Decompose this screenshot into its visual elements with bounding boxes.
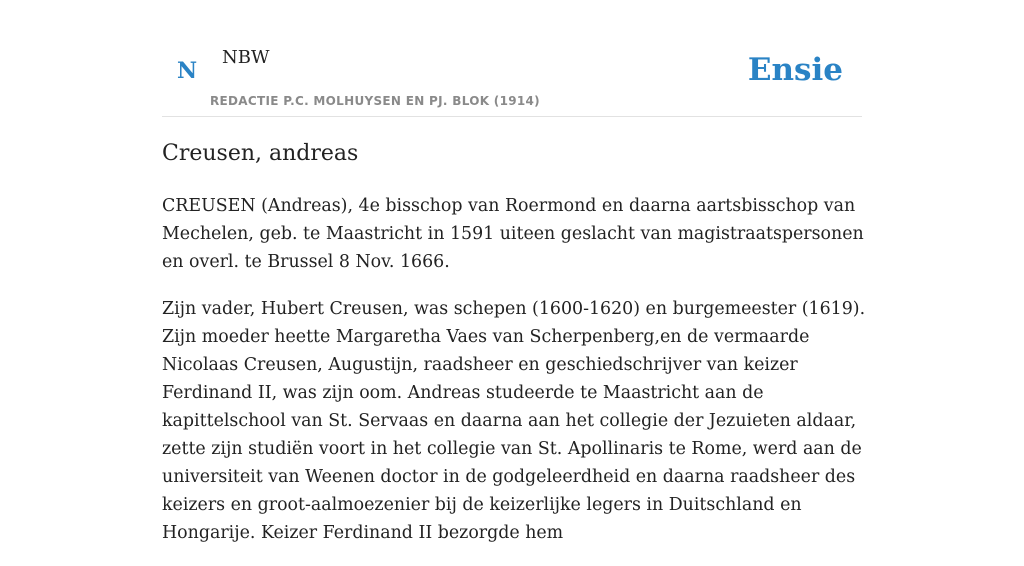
source-title[interactable]: NBW	[222, 47, 270, 68]
article-paragraph: CREUSEN (Andreas), 4e bisschop van Roermond en daarna aartsbisschop van Mechelen, geb. te Maastricht in 1591 uiteen geslacht van magistraatspersonen en overl. te Brussel 8 Nov. 1666.	[162, 196, 864, 272]
brand-logo[interactable]: Ensie	[747, 52, 843, 88]
source-logo[interactable]: N	[177, 58, 198, 84]
article-body	[162, 192, 867, 566]
source-subtitle: REDACTIE P.C. MOLHUYSEN EN PJ. BLOK (1914)	[210, 94, 540, 108]
article-title: Creusen, andreas	[162, 141, 359, 166]
article-paragraph: Zijn vader, Hubert Creusen, was schepen (1600-1620) en burgemeester (1619). Zijn moeder heette Margaretha Vaes van Scherpenberg,en de vermaarde Nicolaas Creusen, Augustijn, raadsheer en geschiedschrijver van keizer Ferdinand II, was zijn oom. Andreas studeerde te Maastricht aan de kapittelschool van St. Servaas en daarna aan het collegie der Jezuieten aldaar, zette zijn studiën voort in het collegie van St. Apollinaris te Rome, werd aan de universiteit van Weenen doctor in de godgeleerdheid en daarna raadsheer des keizers en groot-aalmoezenier bij de keizerlijke legers in Duitschland en Hongarije. Keizer Ferdinand II bezorgde hem	[162, 299, 866, 543]
page-header	[162, 0, 862, 117]
